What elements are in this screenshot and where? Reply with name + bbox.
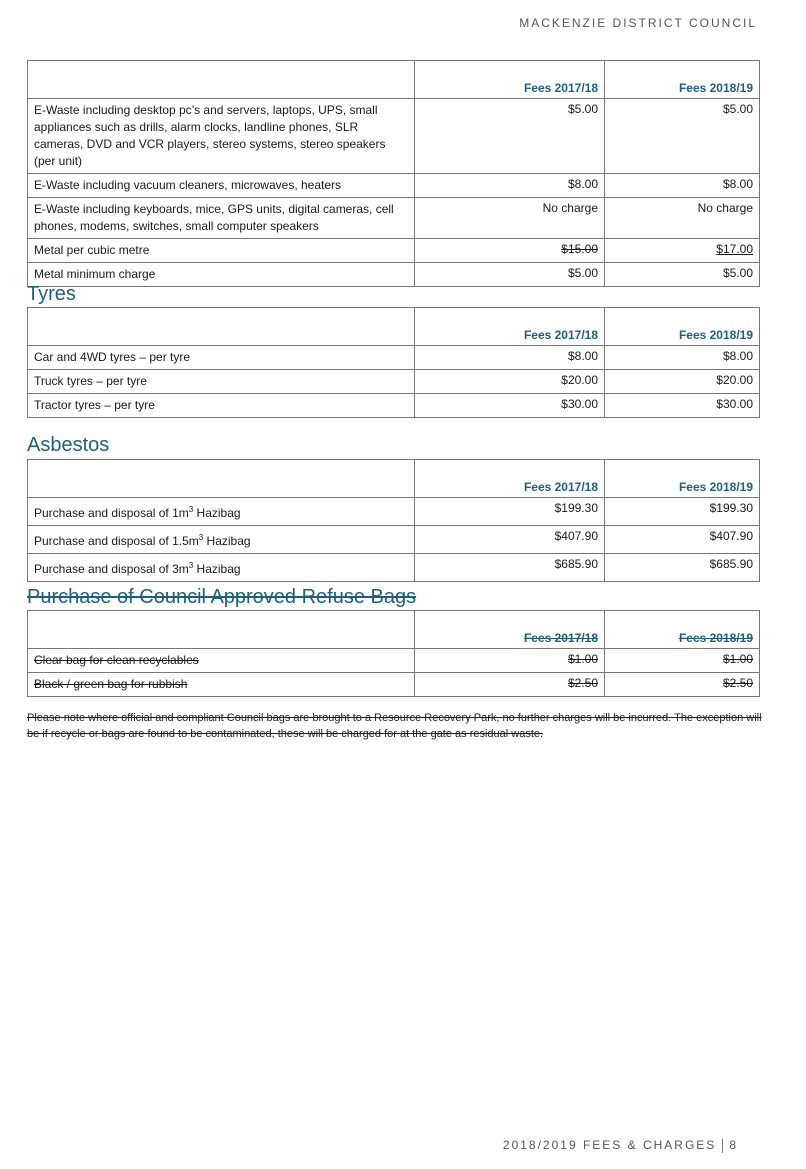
bags-note: Please note where official and compliant Council bags are brought to a Resource Recovery Park, no further charges will be incurred. The exception will be if recycle or bags are found to be contaminated, these will be charged for at the gate as residual waste.: [27, 712, 762, 740]
page-number: 8: [729, 1138, 738, 1153]
row-description: E-Waste including vacuum cleaners, microwaves, heaters: [28, 174, 415, 198]
section-title-tyres: Tyres: [27, 283, 76, 305]
table-row: [28, 673, 760, 697]
desc-text: Hazibag: [193, 562, 241, 576]
fee-2017: $20.00: [415, 370, 605, 394]
fee-2017: $8.00: [415, 346, 605, 370]
table-row: [28, 239, 760, 263]
fee-2017: $2.50: [415, 673, 605, 697]
row-description: Clear bag for clean recyclables: [28, 649, 415, 673]
superscript: 3: [198, 533, 204, 542]
table-row: [28, 370, 760, 394]
asbestos-fees-table: [27, 459, 760, 582]
header-blank-cell: [28, 460, 415, 498]
col-header-2017: Fees 2017/18: [415, 611, 605, 649]
section-title-asbestos: Asbestos: [27, 434, 110, 456]
fee-2018: $30.00: [605, 394, 760, 418]
row-description: [28, 526, 415, 554]
tyres-fees-table: [27, 307, 760, 418]
fee-2018: $8.00: [605, 346, 760, 370]
desc-text: Hazibag: [203, 534, 251, 548]
table-row: [28, 99, 760, 174]
table-row: [28, 498, 760, 526]
fee-2018: $407.90: [605, 526, 760, 554]
desc-text: Purchase and disposal of 1.5m: [34, 534, 199, 548]
fee-2017: $8.00: [415, 174, 605, 198]
col-header-2017: Fees 2017/18: [415, 308, 605, 346]
fee-2017: $15.00: [415, 239, 605, 263]
footer-title: 2018/2019 FEES & CHARGES: [502, 1138, 717, 1153]
table-header-row: [28, 460, 760, 498]
fee-2018: $5.00: [605, 99, 760, 174]
row-description: Tractor tyres – per tyre: [28, 394, 415, 418]
row-description: Metal per cubic metre: [28, 239, 415, 263]
desc-text: Hazibag: [193, 506, 241, 520]
fee-2018: $685.90: [605, 554, 760, 582]
table-row: [28, 198, 760, 239]
header-blank-cell: [28, 61, 415, 99]
row-description: Truck tyres – per tyre: [28, 370, 415, 394]
superscript: 3: [188, 561, 194, 570]
row-description: Black / green bag for rubbish: [28, 673, 415, 697]
ewaste-fees-table: [27, 60, 760, 287]
fee-2018: $1.00: [605, 649, 760, 673]
col-header-2018: Fees 2018/19: [605, 460, 760, 498]
table-row: [28, 526, 760, 554]
row-description: E-Waste including desktop pc’s and servers, laptops, UPS, small appliances such as drills, alarm clocks, landline phones, SLR cameras, DVD and VCR players, stereo systems, stereo speakers (per unit): [28, 99, 415, 174]
row-description: [28, 498, 415, 526]
fee-2018: $5.00: [605, 263, 760, 287]
page-footer: [503, 1138, 738, 1153]
col-header-2017: Fees 2017/18: [415, 61, 605, 99]
row-description: Car and 4WD tyres – per tyre: [28, 346, 415, 370]
fee-2017: $1.00: [415, 649, 605, 673]
table-row: [28, 174, 760, 198]
header-blank-cell: [28, 611, 415, 649]
fee-2017: $685.90: [415, 554, 605, 582]
fee-2018: $17.00: [605, 239, 760, 263]
col-header-2018: Fees 2018/19: [605, 611, 760, 649]
fee-2017: No charge: [415, 198, 605, 239]
col-header-2018: Fees 2018/19: [605, 308, 760, 346]
table-row: [28, 346, 760, 370]
table-row: [28, 649, 760, 673]
table-row: [28, 263, 760, 287]
footer-divider: [722, 1139, 723, 1153]
row-description: E-Waste including keyboards, mice, GPS units, digital cameras, cell phones, modems, switches, small computer speakers: [28, 198, 415, 239]
fee-2017: $5.00: [415, 263, 605, 287]
fee-2018: $2.50: [605, 673, 760, 697]
fee-2017: $407.90: [415, 526, 605, 554]
table-row: [28, 394, 760, 418]
row-description: [28, 554, 415, 582]
fee-2018: No charge: [605, 198, 760, 239]
fee-2018: $199.30: [605, 498, 760, 526]
table-header-row: [28, 308, 760, 346]
desc-text: Purchase and disposal of 3m: [34, 562, 189, 576]
header-blank-cell: [28, 308, 415, 346]
table-header-row: [28, 611, 760, 649]
fee-2018: $20.00: [605, 370, 760, 394]
fee-2017: $30.00: [415, 394, 605, 418]
superscript: 3: [188, 505, 194, 514]
row-description: Metal minimum charge: [28, 263, 415, 287]
desc-text: Purchase and disposal of 1m: [34, 506, 189, 520]
section-title-refuse-bags: Purchase of Council Approved Refuse Bags: [27, 586, 417, 608]
fee-2017: $5.00: [415, 99, 605, 174]
table-row: [28, 554, 760, 582]
col-header-2017: Fees 2017/18: [415, 460, 605, 498]
page-header: MACKENZIE DISTRICT COUNCIL: [519, 16, 757, 30]
fee-2017: $199.30: [415, 498, 605, 526]
refuse-bags-fees-table: [27, 610, 760, 697]
fee-2018: $8.00: [605, 174, 760, 198]
table-header-row: [28, 61, 760, 99]
col-header-2018: Fees 2018/19: [605, 61, 760, 99]
